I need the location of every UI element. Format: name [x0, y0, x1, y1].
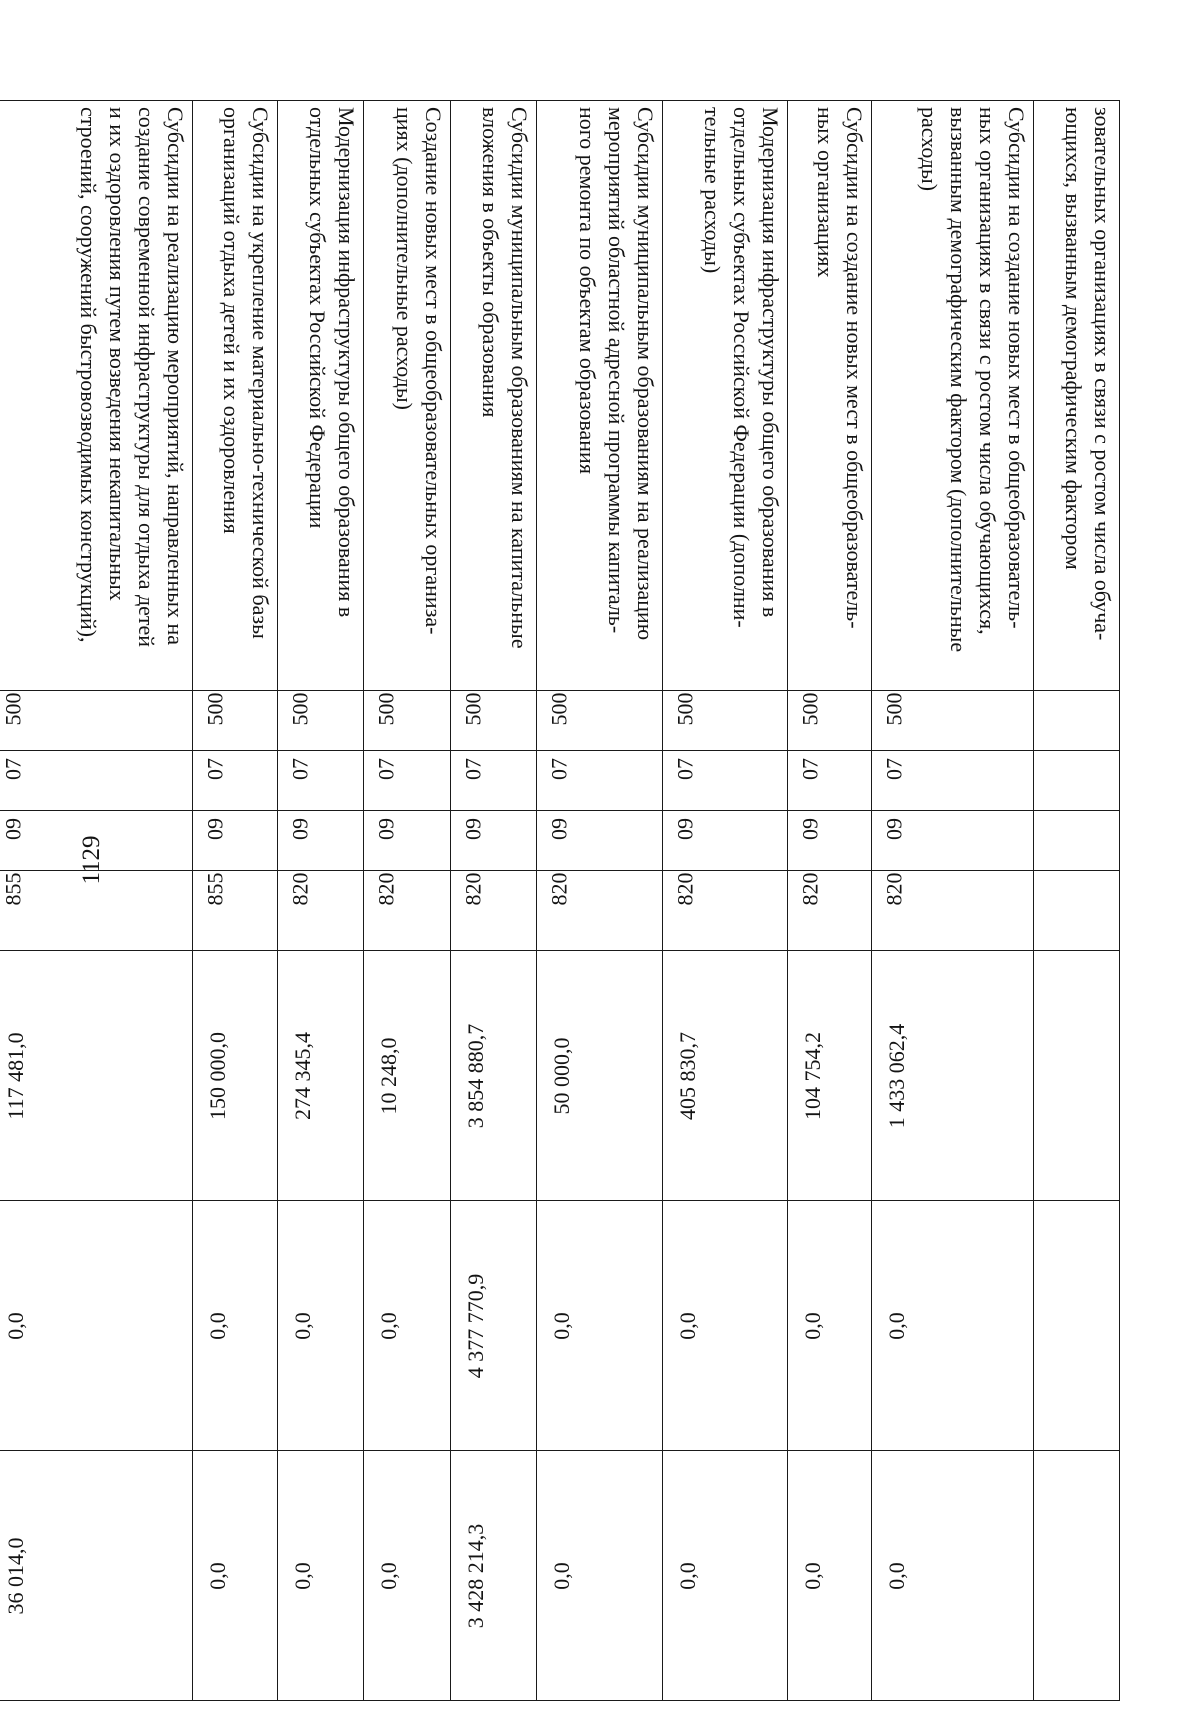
row-name-line: отдельных субъектах Российской Федерации [305, 107, 330, 529]
amount-cell-sum3 [663, 1451, 788, 1701]
code-cell-vr [278, 871, 364, 951]
row-name-line: циях (дополнительные расходы) [392, 107, 417, 410]
amount-cell-sum3 [193, 1451, 278, 1701]
code-cell-grbs [788, 691, 872, 751]
code-cell-rz [451, 751, 537, 811]
code-value-pr: 09 [202, 818, 228, 840]
amount-value-sum2: 4 377 770,9 [463, 1273, 488, 1378]
amount-value-sum1: 50 000,0 [549, 1037, 574, 1114]
amount-value-sum1: 3 854 880,7 [463, 1023, 488, 1128]
amount-cell-sum2 [872, 1201, 1034, 1451]
code-cell-rz [278, 751, 364, 811]
amount-cell-sum2 [278, 1201, 364, 1451]
amount-value-sum3: 0,0 [800, 1561, 825, 1590]
row-name-line: Модернизация инфраструктуры общего образования в [334, 107, 359, 618]
row-name-line: строений, сооружений быстровозводимых конструкций), [76, 107, 101, 643]
code-cell-vr [663, 871, 788, 951]
amount-cell-sum3 [364, 1451, 451, 1701]
code-cell-grbs [663, 691, 788, 751]
row-name-line: отдельных субъектах Российской Федерации (дополни- [729, 107, 754, 628]
code-value-pr: 09 [373, 818, 399, 840]
amount-value-sum1: 405 830,7 [675, 1031, 700, 1120]
code-value-vr: 820 [672, 872, 698, 906]
row-name-line: ного ремонта по объектам образования [575, 107, 600, 474]
amount-cell-sum3 [0, 1451, 193, 1701]
code-cell-vr [451, 871, 537, 951]
code-value-rz: 07 [672, 758, 698, 780]
amount-cell-sum1 [278, 951, 364, 1201]
amount-value-sum1: 1 433 062,4 [884, 1023, 909, 1128]
code-value-pr: 09 [287, 818, 313, 840]
amount-cell-sum2 [364, 1201, 451, 1451]
row-name-line: Субсидии на укрепление материально-технической базы [248, 107, 273, 639]
row-name-line: Субсидии муниципальным образованиям на реализацию [633, 107, 658, 641]
code-cell-rz [537, 751, 663, 811]
table-row [1034, 101, 1120, 1701]
row-name-line: Модернизация инфраструктуры общего образования в [758, 107, 783, 618]
row-name-cell [1034, 101, 1120, 691]
code-value-grbs: 500 [202, 692, 228, 726]
amount-cell-sum3 [278, 1451, 364, 1701]
code-cell-pr [537, 811, 663, 871]
table-body [0, 101, 1120, 1701]
amount-cell-sum2 [1034, 1201, 1120, 1451]
code-cell-pr [872, 811, 1034, 871]
code-cell-vr [788, 871, 872, 951]
code-value-vr: 820 [373, 872, 399, 906]
table-row [451, 101, 537, 1701]
code-cell-pr [788, 811, 872, 871]
code-value-vr: 855 [0, 872, 26, 906]
row-name-cell [451, 101, 537, 691]
amount-value-sum2: 0,0 [800, 1311, 825, 1340]
amount-value-sum2: 0,0 [290, 1311, 315, 1340]
amount-cell-sum1 [0, 951, 193, 1201]
amount-value-sum1: 10 248,0 [376, 1037, 401, 1114]
code-value-grbs: 500 [672, 692, 698, 726]
amount-value-sum2: 0,0 [376, 1311, 401, 1340]
row-name-line: Субсидии на создание новых мест в общеобразователь- [842, 107, 867, 629]
row-name-line: ных организациях в связи с ростом числа обучающихся, [975, 107, 1000, 635]
code-cell-rz [0, 751, 193, 811]
amount-cell-sum1 [537, 951, 663, 1201]
row-name-line: Субсидии муниципальным образованиям на капитальные [507, 107, 532, 649]
table-row [872, 101, 1034, 1701]
amount-cell-sum3 [537, 1451, 663, 1701]
code-value-rz: 07 [0, 758, 26, 780]
code-cell-pr [278, 811, 364, 871]
code-value-rz: 07 [287, 758, 313, 780]
amount-cell-sum1 [788, 951, 872, 1201]
code-value-grbs: 500 [797, 692, 823, 726]
row-name-cell [364, 101, 451, 691]
row-name-line: Создание новых мест в общеобразовательных организа- [421, 107, 446, 635]
row-name-cell [193, 101, 278, 691]
code-cell-rz [1034, 751, 1120, 811]
amount-value-sum2: 0,0 [549, 1311, 574, 1340]
code-value-vr: 820 [460, 872, 486, 906]
code-value-vr: 855 [202, 872, 228, 906]
amount-cell-sum2 [537, 1201, 663, 1451]
code-cell-pr [193, 811, 278, 871]
table-row [0, 101, 193, 1701]
amount-cell-sum1 [193, 951, 278, 1201]
amount-value-sum3: 0,0 [376, 1561, 401, 1590]
row-name-line: зовательных организациях в связи с ростом числа обуча- [1090, 107, 1115, 641]
code-value-pr: 09 [460, 818, 486, 840]
amount-value-sum3: 0,0 [884, 1561, 909, 1590]
code-value-pr: 09 [0, 818, 26, 840]
code-cell-rz [193, 751, 278, 811]
budget-table [0, 100, 1120, 1701]
code-cell-pr [0, 811, 193, 871]
code-value-pr: 09 [546, 818, 572, 840]
row-name-line: ющихся, вызванным демографическим фактором [1061, 107, 1086, 570]
amount-cell-sum1 [1034, 951, 1120, 1201]
amount-value-sum1: 104 754,2 [800, 1031, 825, 1120]
table-row [364, 101, 451, 1701]
amount-cell-sum1 [451, 951, 537, 1201]
code-value-rz: 07 [546, 758, 572, 780]
amount-cell-sum2 [788, 1201, 872, 1451]
code-value-rz: 07 [460, 758, 486, 780]
code-cell-vr [537, 871, 663, 951]
code-cell-grbs [451, 691, 537, 751]
code-value-vr: 820 [797, 872, 823, 906]
row-name-cell [663, 101, 788, 691]
page-number-text: 1129 [78, 835, 105, 885]
row-name-line: расходы) [917, 107, 942, 192]
code-cell-vr [193, 871, 278, 951]
code-value-grbs: 500 [546, 692, 572, 726]
row-name-line: ных организациях [813, 107, 838, 278]
row-name-line: мероприятий областной адресной программы капиталь- [604, 107, 629, 634]
amount-value-sum2: 0,0 [205, 1311, 230, 1340]
amount-cell-sum2 [0, 1201, 193, 1451]
code-value-grbs: 500 [287, 692, 313, 726]
code-cell-grbs [872, 691, 1034, 751]
row-name-line: тельные расходы) [700, 107, 725, 274]
code-value-grbs: 500 [881, 692, 907, 726]
row-name-cell [278, 101, 364, 691]
row-name-line: организаций отдыха детей и их оздоровления [219, 107, 244, 534]
amount-value-sum3: 0,0 [549, 1561, 574, 1590]
amount-value-sum3: 0,0 [290, 1561, 315, 1590]
amount-cell-sum3 [1034, 1451, 1120, 1701]
row-name-line: Субсидии на реализацию мероприятий, направленных на [163, 107, 188, 646]
amount-value-sum1: 150 000,0 [205, 1031, 230, 1120]
row-name-line: вызванным демографическим фактором (дополнительные [946, 107, 971, 653]
code-cell-grbs [364, 691, 451, 751]
code-cell-grbs [278, 691, 364, 751]
row-name-cell [537, 101, 663, 691]
code-cell-rz [788, 751, 872, 811]
amount-cell-sum2 [663, 1201, 788, 1451]
row-name-line: Субсидии на создание новых мест в общеобразователь- [1004, 107, 1029, 629]
code-value-pr: 09 [881, 818, 907, 840]
amount-cell-sum3 [788, 1451, 872, 1701]
amount-value-sum3: 0,0 [675, 1561, 700, 1590]
code-value-rz: 07 [373, 758, 399, 780]
code-value-pr: 09 [672, 818, 698, 840]
amount-value-sum1: 117 481,0 [3, 1031, 28, 1120]
amount-cell-sum1 [364, 951, 451, 1201]
amount-value-sum3: 0,0 [205, 1561, 230, 1590]
code-value-vr: 820 [287, 872, 313, 906]
code-value-vr: 820 [546, 872, 572, 906]
table-row [537, 101, 663, 1701]
amount-cell-sum2 [451, 1201, 537, 1451]
code-value-grbs: 500 [460, 692, 486, 726]
code-value-rz: 07 [202, 758, 228, 780]
row-name-line: и их оздоровления путем возведения некапитальных [105, 107, 130, 601]
code-cell-grbs [537, 691, 663, 751]
amount-cell-sum2 [193, 1201, 278, 1451]
code-value-rz: 07 [881, 758, 907, 780]
table-row [278, 101, 364, 1701]
amount-value-sum3: 36 014,0 [3, 1537, 28, 1614]
row-name-line: создание современной инфраструктуры для отдыха детей [134, 107, 159, 648]
code-cell-pr [451, 811, 537, 871]
code-cell-pr [364, 811, 451, 871]
code-cell-vr [872, 871, 1034, 951]
code-value-pr: 09 [797, 818, 823, 840]
code-cell-rz [364, 751, 451, 811]
row-name-cell [872, 101, 1034, 691]
code-cell-grbs [1034, 691, 1120, 751]
code-cell-rz [663, 751, 788, 811]
amount-cell-sum1 [663, 951, 788, 1201]
code-cell-vr [0, 871, 193, 951]
row-name-cell [0, 101, 193, 691]
row-name-line: вложения в объекты образования [478, 107, 503, 418]
code-value-grbs: 500 [373, 692, 399, 726]
code-cell-pr [1034, 811, 1120, 871]
code-cell-vr [1034, 871, 1120, 951]
amount-value-sum2: 0,0 [675, 1311, 700, 1340]
amount-cell-sum1 [872, 951, 1034, 1201]
amount-cell-sum3 [872, 1451, 1034, 1701]
amount-value-sum2: 0,0 [884, 1311, 909, 1340]
amount-value-sum1: 274 345,4 [290, 1031, 315, 1120]
code-value-grbs: 500 [0, 692, 26, 726]
amount-value-sum3: 3 428 214,3 [463, 1523, 488, 1628]
amount-value-sum2: 0,0 [3, 1311, 28, 1340]
code-cell-grbs [193, 691, 278, 751]
row-name-cell [788, 101, 872, 691]
code-cell-pr [663, 811, 788, 871]
amount-cell-sum3 [451, 1451, 537, 1701]
code-cell-rz [872, 751, 1034, 811]
table-row [788, 101, 872, 1701]
code-cell-grbs [0, 691, 193, 751]
table-row [663, 101, 788, 1701]
code-value-vr: 820 [881, 872, 907, 906]
code-value-rz: 07 [797, 758, 823, 780]
table-row [193, 101, 278, 1701]
code-cell-vr [364, 871, 451, 951]
